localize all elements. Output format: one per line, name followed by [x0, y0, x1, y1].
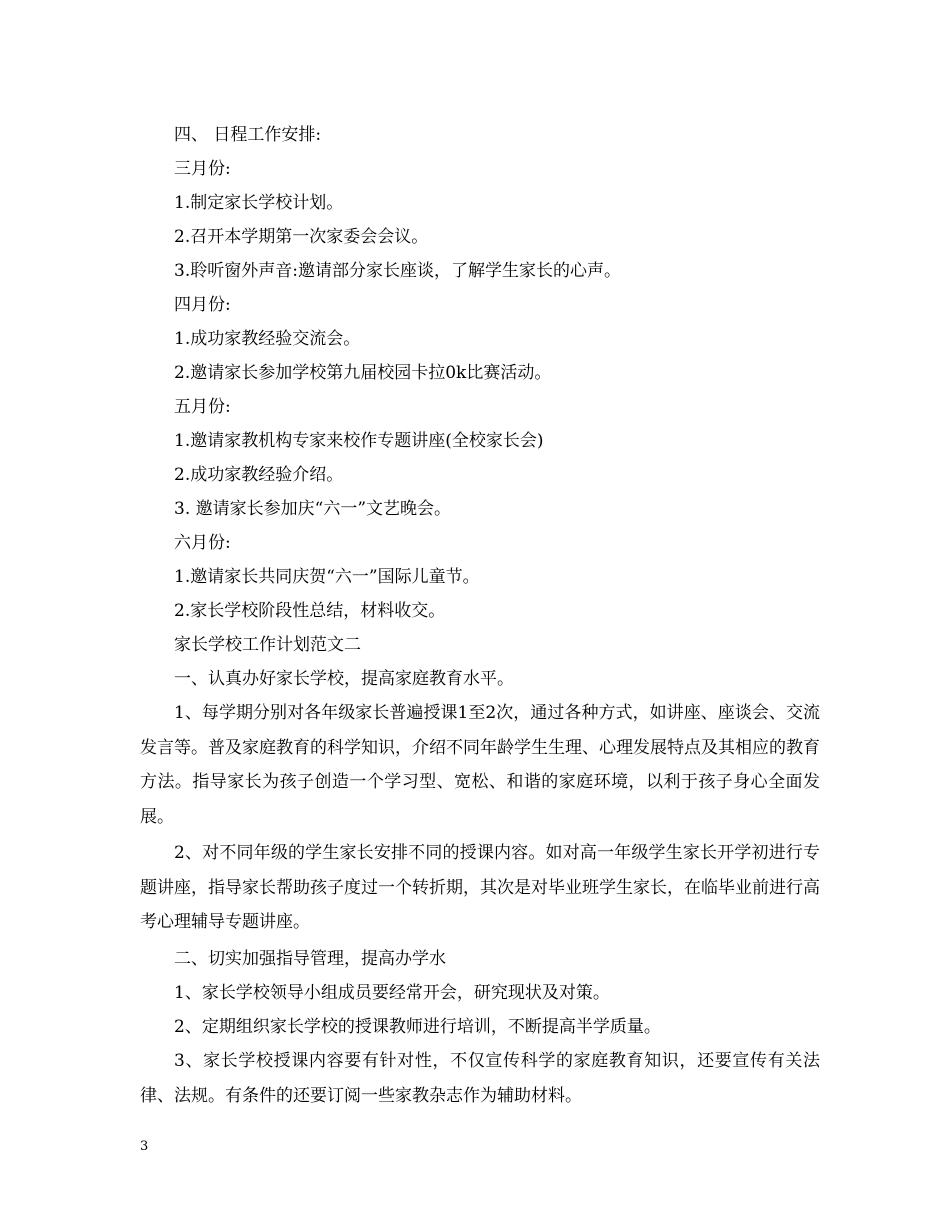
document-subtitle: 家长学校工作计划范文二 — [174, 635, 361, 655]
month-heading-may: 五月份: — [174, 397, 231, 417]
page-number: 3 — [140, 1139, 149, 1154]
month-heading-june: 六月份: — [174, 533, 231, 553]
list-item: 2.成功家教经验介绍。 — [174, 465, 344, 485]
list-item: 1.制定家长学校计划。 — [174, 193, 344, 213]
list-item: 1.邀请家教机构专家来校作专题讲座(全校家长会) — [174, 431, 544, 451]
body-paragraph-3: 3、家长学校授课内容要有针对性，不仅宣传科学的家庭教育知识，还要宣传有关法律、法规。有条件的还要订阅一些家教杂志作为辅助材料。 — [140, 1051, 820, 1106]
list-item: 2.召开本学期第一次家委会会议。 — [174, 227, 429, 247]
section-heading-schedule: 四、 日程工作安排: — [174, 125, 322, 145]
section-heading-two: 二、切实加强指导管理，提高办学水 — [174, 949, 446, 969]
body-paragraph-1: 1、每学期分别对各年级家长普遍授课1至2次，通过各种方式，如讲座、座谈会、交流发言等。普及家庭教育的科学知识，介绍不同年龄学生生理、心理发展特点及其相应的教育方法。指导家长为孩子创造一个学习型、宽松、和谐的家庭环境，以利于孩子身心全面发展。 — [140, 703, 820, 827]
list-item: 2.家长学校阶段性总结，材料收交。 — [174, 601, 446, 621]
month-heading-april: 四月份: — [174, 295, 231, 315]
list-item: 2、定期组织家长学校的授课教师进行培训，不断提高半学质量。 — [174, 1017, 661, 1037]
list-item: 1.成功家教经验交流会。 — [174, 329, 361, 349]
list-item: 3. 邀请家长参加庆“六一”文艺晚会。 — [174, 499, 452, 519]
list-item: 1、家长学校领导小组成员要经常开会，研究现状及对策。 — [174, 983, 610, 1003]
section-heading-one: 一、认真办好家长学校，提高家庭教育水平。 — [174, 669, 514, 689]
body-paragraph-2: 2、对不同年级的学生家长安排不同的授课内容。如对高一年级学生家长开学初进行专题讲座，指导家长帮助孩子度过一个转折期，其次是对毕业班学生家长，在临毕业前进行高考心理辅导专题讲座。 — [140, 843, 820, 932]
list-item: 2.邀请家长参加学校第九届校园卡拉0k比赛活动。 — [174, 363, 552, 383]
list-item: 3.聆听窗外声音:邀请部分家长座谈，了解学生家长的心声。 — [174, 261, 621, 281]
month-heading-march: 三月份: — [174, 159, 231, 179]
list-item: 1.邀请家长共同庆贺“六一”国际儿童节。 — [174, 567, 480, 587]
